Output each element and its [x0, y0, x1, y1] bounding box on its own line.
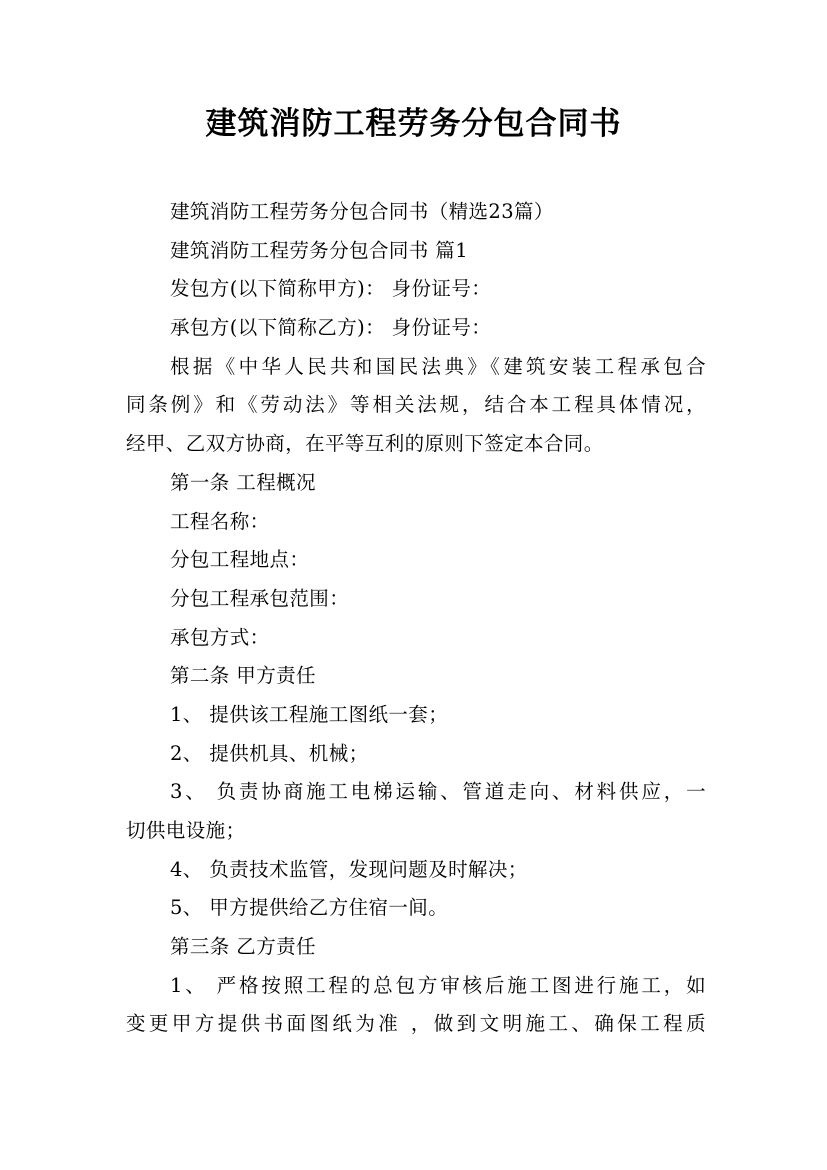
text-line-list-item: 3、 负责协商施工电梯运输、管道走向、材料供应，一	[170, 780, 706, 804]
document-body	[126, 193, 706, 1044]
text-line-list-item: 1、 提供该工程施工图纸一套；	[170, 702, 449, 726]
text-line-subtitle: 建筑消防工程劳务分包合同书（精选23篇）	[170, 200, 554, 223]
text-line-field: 分包工程承包范围：	[170, 586, 350, 610]
text-line-list-item: 4、 负责技术监管，发现问题及时解决；	[170, 857, 528, 881]
document-title: 建筑消防工程劳务分包合同书	[205, 106, 622, 142]
text-line-field: 承包方式：	[170, 625, 270, 649]
text-line-party-b: 承包方(以下简称乙方)： 身份证号：	[170, 316, 492, 340]
text-line-article-heading: 第三条 乙方责任	[170, 935, 316, 959]
text-line-list-item: 2、 提供机具、机械；	[170, 741, 369, 765]
text-line-paragraph: 同条例》和《劳动法》等相关法规，结合本工程具体情况，	[126, 393, 706, 417]
text-line-party-a: 发包方(以下简称甲方)： 身份证号：	[170, 277, 492, 301]
text-line-article-heading: 第一条 工程概况	[170, 470, 316, 494]
text-line-field: 分包工程地点：	[170, 548, 310, 572]
text-line-list-item: 1、 严格按照工程的总包方审核后施工图进行施工，如	[170, 973, 706, 997]
text-line-chapter-heading: 建筑消防工程劳务分包合同书 篇1	[170, 238, 469, 262]
text-line-field: 工程名称：	[170, 509, 270, 533]
text-line-article-heading: 第二条 甲方责任	[170, 664, 316, 688]
text-line-paragraph: 经甲、乙双方协商，在平等互利的原则下签定本合同。	[126, 432, 604, 456]
text-line-list-item: 5、 甲方提供给乙方住宿一间。	[170, 896, 449, 920]
text-line-list-item-cont: 变更甲方提供书面图纸为准 ，做到文明施工、确保工程质	[126, 1012, 706, 1036]
text-line-paragraph: 根据《中华人民共和国民法典》《建筑安装工程承包合	[170, 354, 706, 378]
text-line-list-item-cont: 切供电设施；	[126, 819, 246, 842]
